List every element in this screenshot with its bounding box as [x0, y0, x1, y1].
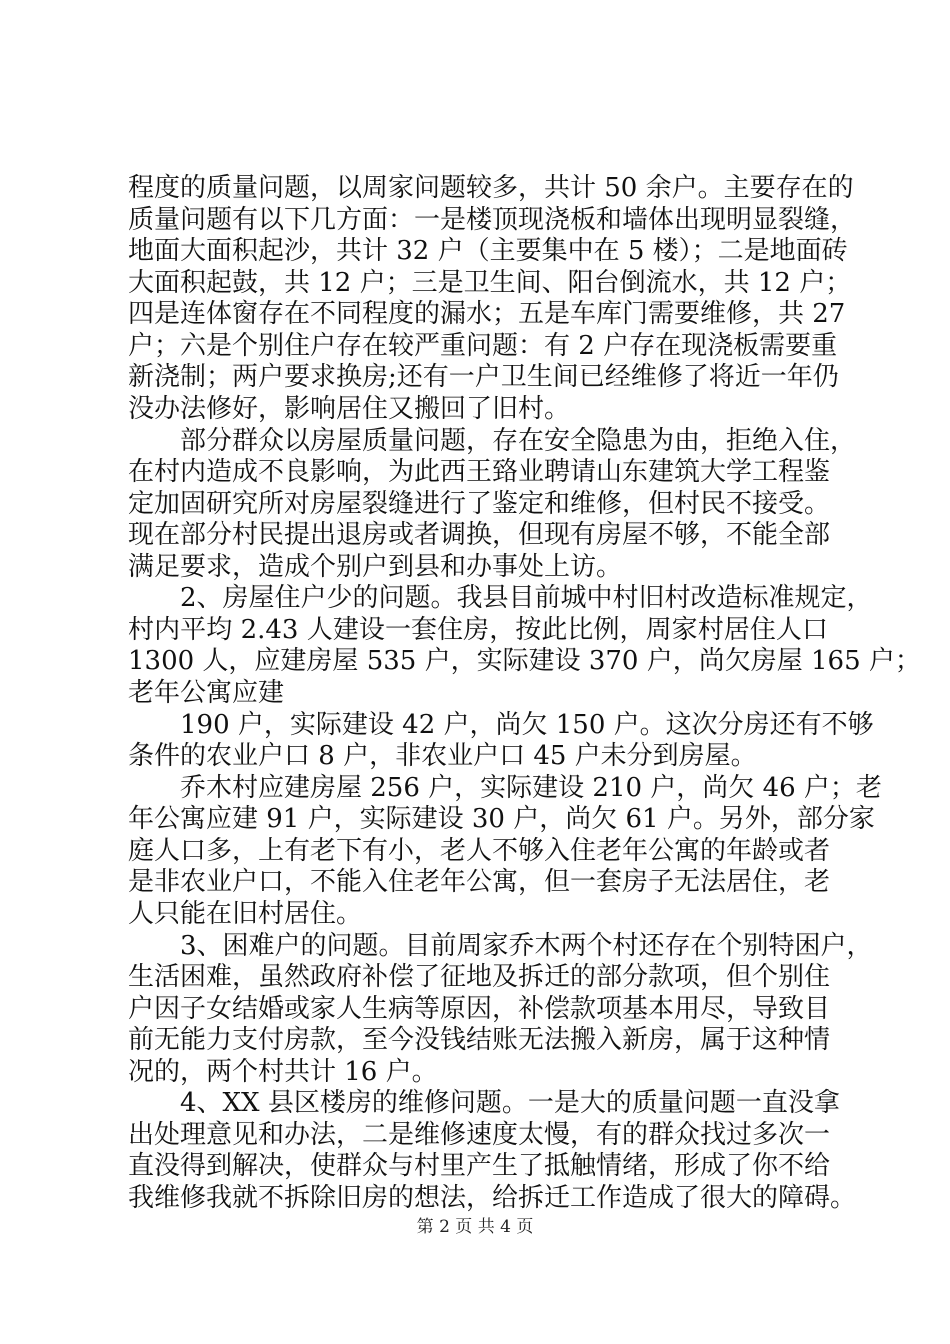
paragraph-1-line-1: 程度的质量问题，以周家问题较多，共计 50 余户。主要存在的: [128, 173, 854, 203]
paragraph-1-line-2: 质量问题有以下几方面：一是楼顶现浇板和墙体出现明显裂缝，: [128, 205, 857, 235]
paragraph-7-line-2: 出处理意见和办法，二是维修速度太慢，有的群众找过多次一: [128, 1120, 831, 1150]
paragraph-6-line-4: 前无能力支付房款，至今没钱结账无法搬入新房，属于这种情: [128, 1025, 831, 1055]
paragraph-5-line-3: 庭人口多，上有老下有小，老人不够入住老年公寓的年龄或者: [128, 836, 831, 866]
paragraph-5-line-5: 人只能在旧村居住。: [128, 899, 363, 929]
paragraph-2-line-5: 满足要求，造成个别户到县和办事处上访。: [128, 552, 623, 582]
paragraph-1-line-3: 地面大面积起沙，共计 32 户（主要集中在 5 楼）；二是地面砖: [128, 236, 848, 266]
paragraph-7-line-4: 我维修我就不拆除旧房的想法，给拆迁工作造成了很大的障碍。: [128, 1183, 857, 1213]
paragraph-3-line-4: 老年公寓应建: [128, 678, 285, 708]
paragraph-2-line-4: 现在部分村民提出退房或者调换，但现有房屋不够，不能全部: [128, 520, 831, 550]
paragraph-2-line-3: 定加固研究所对房屋裂缝进行了鉴定和维修，但村民不接受。: [128, 489, 831, 519]
paragraph-6-line-1: 3、困难户的问题。目前周家乔木两个村还存在个别特困户，: [180, 931, 873, 961]
paragraph-1-line-6: 户；六是个别住户存在较严重问题：有 2 户存在现浇板需要重: [128, 331, 838, 361]
paragraph-1-line-5: 四是连体窗存在不同程度的漏水；五是车库门需要维修，共 27: [128, 299, 846, 329]
paragraph-2-line-1: 部分群众以房屋质量问题，存在安全隐患为由，拒绝入住，: [180, 426, 857, 456]
paragraph-1-line-4: 大面积起鼓，共 12 户；三是卫生间、阳台倒流水，共 12 户；: [128, 268, 852, 298]
paragraph-5-line-1: 乔木村应建房屋 256 户，实际建设 210 户，尚欠 46 户；老: [180, 773, 882, 803]
paragraph-5-line-2: 年公寓应建 91 户，实际建设 30 户，尚欠 61 户。另外，部分家: [128, 804, 875, 834]
page-number-footer: 第 2 页 共 4 页: [416, 1217, 534, 1237]
paragraph-3-line-3: 1300 人，应建房屋 535 户，实际建设 370 户，尚欠房屋 165 户；: [128, 646, 921, 676]
paragraph-6-line-5: 况的，两个村共计 16 户。: [128, 1057, 438, 1087]
paragraph-6-line-2: 生活困难，虽然政府补偿了征地及拆迁的部分款项，但个别住: [128, 962, 831, 992]
paragraph-1-line-8: 没办法修好，影响居住又搬回了旧村。: [128, 394, 571, 424]
paragraph-4-line-2: 条件的农业户口 8 户，非农业户口 45 户未分到房屋。: [128, 741, 757, 771]
paragraph-6-line-3: 户因子女结婚或家人生病等原因，补偿款项基本用尽，导致目: [128, 994, 831, 1024]
paragraph-7-line-1: 4、XX 县区楼房的维修问题。一是大的质量问题一直没拿: [180, 1088, 840, 1118]
paragraph-3-line-2: 村内平均 2.43 人建设一套住房，按此比例，周家村居住人口: [128, 615, 828, 645]
paragraph-4-line-1: 190 户，实际建设 42 户，尚欠 150 户。这次分房还有不够: [180, 710, 874, 740]
paragraph-3-line-1: 2、房屋住户少的问题。我县目前城中村旧村改造标准规定，: [180, 583, 873, 613]
paragraph-1-line-7: 新浇制；两户要求换房;还有一户卫生间已经维修了将近一年仍: [128, 362, 839, 392]
paragraph-5-line-4: 是非农业户口，不能入住老年公寓，但一套房子无法居住，老: [128, 867, 831, 897]
paragraph-7-line-3: 直没得到解决，使群众与村里产生了抵触情绪，形成了你不给: [128, 1151, 831, 1181]
paragraph-2-line-2: 在村内造成不良影响，为此西王臵业聘请山东建筑大学工程鉴: [128, 457, 831, 487]
